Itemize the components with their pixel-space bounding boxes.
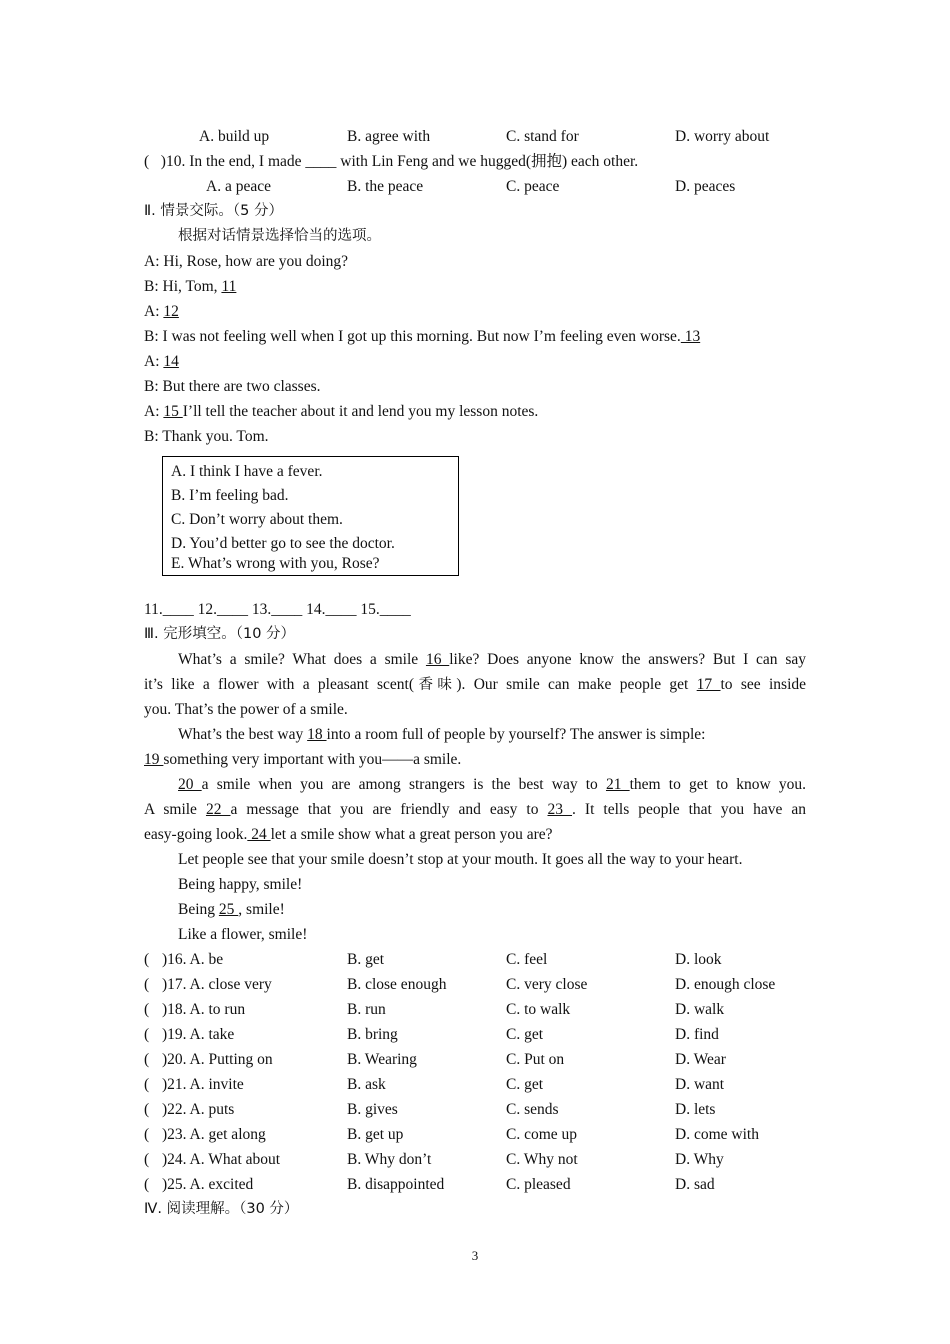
q9-option-a: A. build up xyxy=(199,128,270,145)
option-b: B. disappointed xyxy=(347,1176,445,1193)
q10-option-d: D. peaces xyxy=(675,178,736,195)
passage-line: it’s like a flower with a pleasant scent(香味). Our smile can make people get 17 to see inside xyxy=(144,676,807,693)
blank-21: 21 xyxy=(605,776,630,793)
option-c: C. Put on xyxy=(506,1051,565,1068)
passage-line: A smile 22 a message that you are friendly and easy to 23 . It tells people that you have an xyxy=(144,801,807,818)
blank-16: 16 xyxy=(425,651,450,668)
option-b: B. close enough xyxy=(347,976,447,993)
box-option-c: C. Don’t worry about them. xyxy=(171,511,343,528)
question-paren: ( xyxy=(144,1001,150,1018)
question-row xyxy=(144,1097,806,1122)
option-d: D. sad xyxy=(675,1176,715,1193)
option-c: C. to walk xyxy=(506,1001,571,1018)
blank-24: 24 xyxy=(247,826,271,843)
option-c: C. feel xyxy=(506,951,548,968)
option-d: D. Wear xyxy=(675,1051,726,1068)
question-paren: ( xyxy=(144,1051,150,1068)
option-c: C. get xyxy=(506,1026,544,1043)
blank-15: 15 xyxy=(163,403,183,420)
option-d: D. find xyxy=(675,1026,719,1043)
q10-options xyxy=(144,174,806,199)
option-b: B. Why don’t xyxy=(347,1151,432,1168)
option-c: C. pleased xyxy=(506,1176,571,1193)
option-d: D. look xyxy=(675,951,722,968)
box-option-e: E. What’s wrong with you, Rose? xyxy=(171,555,380,572)
question-stem: )23. A. get along xyxy=(162,1126,266,1143)
blank-22: 22 xyxy=(205,801,231,818)
dialogue-line: B: Thank you. Tom. xyxy=(144,428,269,445)
q9-option-b: B. agree with xyxy=(347,128,431,145)
option-b: B. gives xyxy=(347,1101,398,1118)
question-stem: )21. A. invite xyxy=(162,1076,244,1093)
question-paren: ( xyxy=(144,976,150,993)
box-option-d: D. You’d better go to see the doctor. xyxy=(171,535,395,552)
dialogue-line: B: But there are two classes. xyxy=(144,378,321,395)
blank-17: 17 xyxy=(696,676,721,693)
question-row xyxy=(144,1122,806,1147)
section2-heading: Ⅱ. 情景交际。（5 分） xyxy=(144,203,283,219)
option-d: D. Why xyxy=(675,1151,724,1168)
question-row xyxy=(144,947,806,972)
question-row xyxy=(144,1172,806,1197)
question-row xyxy=(144,1047,806,1072)
question-paren: ( xyxy=(144,1026,150,1043)
q10-text: )10. In the end, I made ____ with Lin Feng and we hugged(拥抱) each other. xyxy=(160,153,639,170)
passage-line: Like a flower, smile! xyxy=(178,926,308,943)
question-paren: ( xyxy=(144,1126,150,1143)
dialogue-line: A: 12 xyxy=(144,303,179,320)
option-c: C. get xyxy=(506,1076,544,1093)
question-row xyxy=(144,1147,806,1172)
dialogue-line: A: 14 xyxy=(144,353,179,370)
passage-line: Being 25 , smile! xyxy=(178,901,285,918)
dialogue-line: A: Hi, Rose, how are you doing? xyxy=(144,253,349,270)
question-stem: )18. A. to run xyxy=(162,1001,246,1018)
blank-11: 11 xyxy=(221,278,237,295)
option-c: C. come up xyxy=(506,1126,578,1143)
option-b: B. ask xyxy=(347,1076,386,1093)
options-box xyxy=(162,456,459,576)
option-c: C. sends xyxy=(506,1101,559,1118)
blank-23: 23 xyxy=(547,801,573,818)
blank-12: 12 xyxy=(163,303,179,320)
section3-heading: Ⅲ. 完形填空。（10 分） xyxy=(144,626,296,642)
question-stem: )20. A. Putting on xyxy=(162,1051,273,1068)
dialogue-line: A: 15 I’ll tell the teacher about it and lend you my lesson notes. xyxy=(144,403,539,420)
option-b: B. bring xyxy=(347,1026,398,1043)
option-c: C. very close xyxy=(506,976,588,993)
q10-paren: ( xyxy=(144,153,150,170)
question-paren: ( xyxy=(144,951,150,968)
blank-18: 18 xyxy=(307,726,327,743)
option-b: B. get xyxy=(347,951,385,968)
q9-option-c: C. stand for xyxy=(506,128,579,145)
question-row xyxy=(144,1072,806,1097)
passage-line: What’s the best way 18 into a room full of people by yourself? The answer is simple: xyxy=(178,726,706,743)
option-d: D. want xyxy=(675,1076,725,1093)
option-d: D. lets xyxy=(675,1101,716,1118)
blank-14: 14 xyxy=(163,353,179,370)
blank-25: 25 xyxy=(218,901,239,918)
q10-stem xyxy=(144,149,806,174)
question-paren: ( xyxy=(144,1176,150,1193)
section2-instruction: 根据对话情景选择恰当的选项。 xyxy=(178,228,381,244)
question-row xyxy=(144,1022,806,1047)
option-d: D. walk xyxy=(675,1001,725,1018)
option-c: C. Why not xyxy=(506,1151,578,1168)
blank-13: 13 xyxy=(680,328,701,345)
dialogue-line: B: I was not feeling well when I got up this morning. But now I’m feeling even worse. 13 xyxy=(144,328,701,345)
question-stem: )19. A. take xyxy=(162,1026,235,1043)
passage-line: Let people see that your smile doesn’t stop at your mouth. It goes all the way to your heart. xyxy=(178,851,743,868)
passage-line: 20 a smile when you are among strangers is the best way to 21 them to get to know you. xyxy=(178,776,806,793)
answer-line: 11.____ 12.____ 13.____ 14.____ 15.____ xyxy=(144,601,411,618)
option-b: B. get up xyxy=(347,1126,404,1143)
passage-line: Being happy, smile! xyxy=(178,876,303,893)
question-paren: ( xyxy=(144,1101,150,1118)
question-stem: )22. A. puts xyxy=(162,1101,235,1118)
option-b: B. Wearing xyxy=(347,1051,417,1068)
question-stem: )16. A. be xyxy=(162,951,224,968)
box-option-a: A. I think I have a fever. xyxy=(171,463,323,480)
section4-heading: Ⅳ. 阅读理解。（30 分） xyxy=(144,1201,299,1217)
question-paren: ( xyxy=(144,1076,150,1093)
question-row xyxy=(144,997,806,1022)
q10-option-b: B. the peace xyxy=(347,178,424,195)
q10-option-a: A. a peace xyxy=(206,178,271,195)
question-paren: ( xyxy=(144,1151,150,1168)
page-number: 3 xyxy=(471,1248,479,1263)
q10-option-c: C. peace xyxy=(506,178,560,195)
question-stem: )17. A. close very xyxy=(162,976,272,993)
question-row xyxy=(144,972,806,997)
blank-19: 19 xyxy=(144,751,164,768)
option-d: D. enough close xyxy=(675,976,776,993)
q9-option-d: D. worry about xyxy=(675,128,770,145)
passage-line: What’s a smile? What does a smile 16 like? Does anyone know the answers? But I can say xyxy=(178,651,806,668)
passage-line: you. That’s the power of a smile. xyxy=(144,701,348,718)
blank-20: 20 xyxy=(178,776,202,793)
passage-line: easy-going look. 24 let a smile show what a great person you are? xyxy=(144,826,553,843)
box-option-b: B. I’m feeling bad. xyxy=(171,487,289,504)
dialogue-line: B: Hi, Tom, 11 xyxy=(144,278,237,295)
question-stem: )25. A. excited xyxy=(162,1176,254,1193)
passage-line: 19 something very important with you——a smile. xyxy=(144,751,462,768)
question-stem: )24. A. What about xyxy=(162,1151,281,1168)
option-b: B. run xyxy=(347,1001,386,1018)
option-d: D. come with xyxy=(675,1126,759,1143)
q9-options xyxy=(144,124,806,149)
